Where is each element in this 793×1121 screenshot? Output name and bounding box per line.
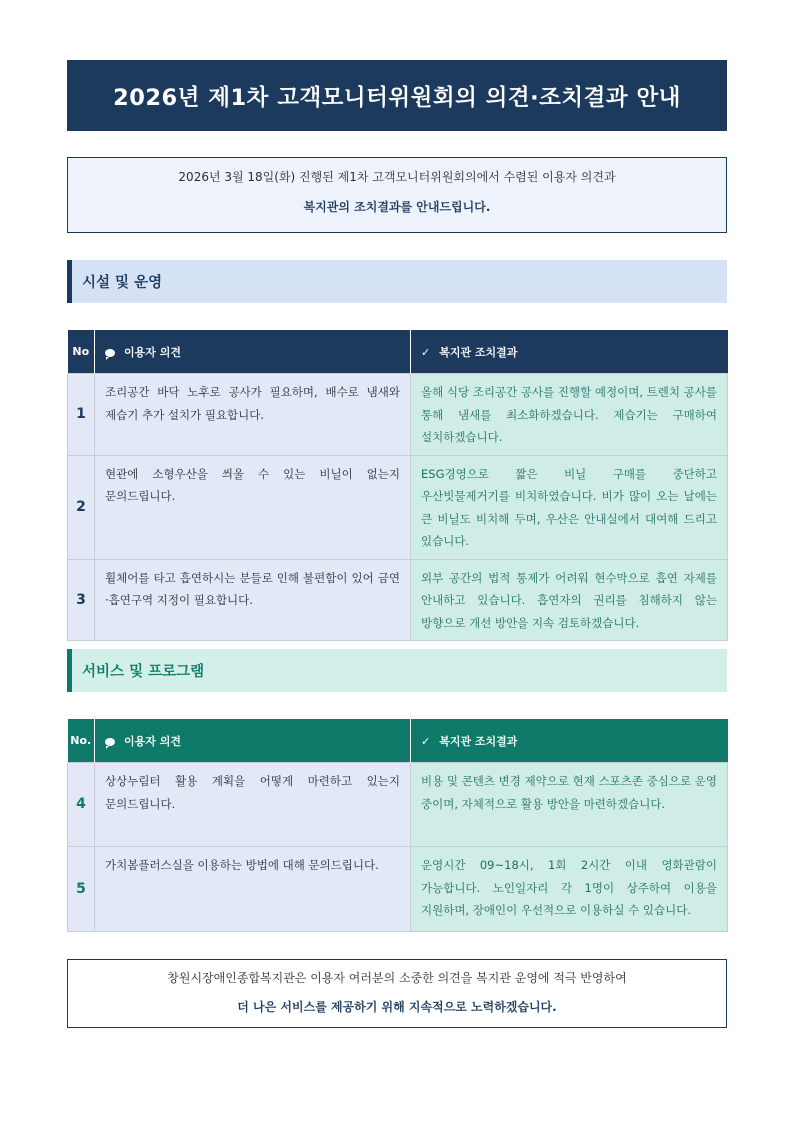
closing-line-1: 창원시장애인종합복지관은 이용자 여러분의 소중한 의견을 복지관 운영에 적극 반영하여 [167, 971, 627, 985]
page-title: 2026년 제1차 고객모니터위원회의 의견·조치결과 안내 [67, 60, 727, 131]
row-number: 1 [68, 374, 95, 456]
opinion-cell: 현관에 소형우산을 씌울 수 있는 비닐이 없는지 문의드립니다. [95, 455, 411, 559]
header-result-label: 복지관 조치결과 [439, 734, 518, 748]
speech-bubble-icon [105, 346, 115, 359]
opinion-cell: 조리공간 바닥 노후로 공사가 필요하며, 배수로 냄새와 제습기 추가 설치가 필요합니다. [95, 374, 411, 456]
row-number: 3 [68, 559, 95, 641]
table-row [68, 763, 728, 847]
result-cell: 운영시간 09~18시, 1회 2시간 이내 영화관람이 가능합니다. 노인일자리 각 1명이 상주하여 이용을 지원하며, 장애인이 우선적으로 이용하실 수 있습니다. [411, 847, 728, 932]
header-result [411, 719, 728, 763]
checkmark-icon: ✓ [421, 734, 431, 748]
section-header-facilities [67, 260, 727, 303]
section-accent-bar [67, 260, 72, 303]
table-row [68, 559, 728, 641]
checkmark-icon: ✓ [421, 345, 431, 359]
closing-line-2: 더 나은 서비스를 제공하기 위해 지속적으로 노력하겠습니다. [237, 1000, 557, 1014]
header-no: No. [68, 719, 95, 763]
header-opinion [95, 330, 411, 374]
result-cell: 올해 식당 조리공간 공사를 진행할 예정이며, 트렌치 공사를 통해 냄새를 최소화하겠습니다. 제습기는 구매하여 설치하겠습니다. [411, 374, 728, 456]
header-result-label: 복지관 조치결과 [439, 345, 518, 359]
intro-line-1: 2026년 3월 18일(화) 진행된 제1차 고객모니터위원회의에서 수렴된 이용자 의견과 [178, 170, 616, 184]
header-result [411, 330, 728, 374]
header-opinion [95, 719, 411, 763]
facilities-table [67, 330, 728, 641]
row-number: 2 [68, 455, 95, 559]
table-row [68, 847, 728, 932]
result-cell: 비용 및 콘텐츠 변경 제약으로 현재 스포츠존 중심으로 운영 중이며, 자체적으로 활용 방안을 마련하겠습니다. [411, 763, 728, 847]
row-number: 5 [68, 847, 95, 932]
intro-box [67, 157, 727, 233]
result-cell: ESG경영으로 짧은 비닐 구매를 중단하고 우산빗물제거기를 비치하였습니다. 비가 많이 오는 날에는 큰 비닐도 비치해 두며, 우산은 안내실에서 대여해 드리고 있습니다. [411, 455, 728, 559]
opinion-cell: 휠체어를 타고 흡연하시는 분들로 인해 불편함이 있어 금연·흡연구역 지정이 필요합니다. [95, 559, 411, 641]
row-number: 4 [68, 763, 95, 847]
section-accent-bar [67, 649, 72, 692]
section-header-services [67, 649, 727, 692]
speech-bubble-icon [105, 735, 115, 748]
opinion-cell: 상상누림터 활용 계획을 어떻게 마련하고 있는지 문의드립니다. [95, 763, 411, 847]
table-header-row [68, 719, 728, 763]
section-title: 시설 및 운영 [82, 275, 163, 291]
result-cell: 외부 공간의 법적 통제가 어려워 현수막으로 흡연 자제를 안내하고 있습니다. 흡연자의 권리를 침해하지 않는 방향으로 개선 방안을 지속 검토하겠습니다. [411, 559, 728, 641]
header-opinion-label: 이용자 의견 [124, 734, 181, 748]
services-table [67, 719, 728, 932]
opinion-cell: 가치봄플러스실을 이용하는 방법에 대해 문의드립니다. [95, 847, 411, 932]
table-row [68, 455, 728, 559]
header-no: No [68, 330, 95, 374]
table-row [68, 374, 728, 456]
intro-line-2: 복지관의 조치결과를 안내드립니다. [303, 200, 491, 214]
header-opinion-label: 이용자 의견 [124, 345, 181, 359]
closing-note [67, 959, 727, 1028]
section-title: 서비스 및 프로그램 [82, 664, 205, 680]
table-header-row [68, 330, 728, 374]
